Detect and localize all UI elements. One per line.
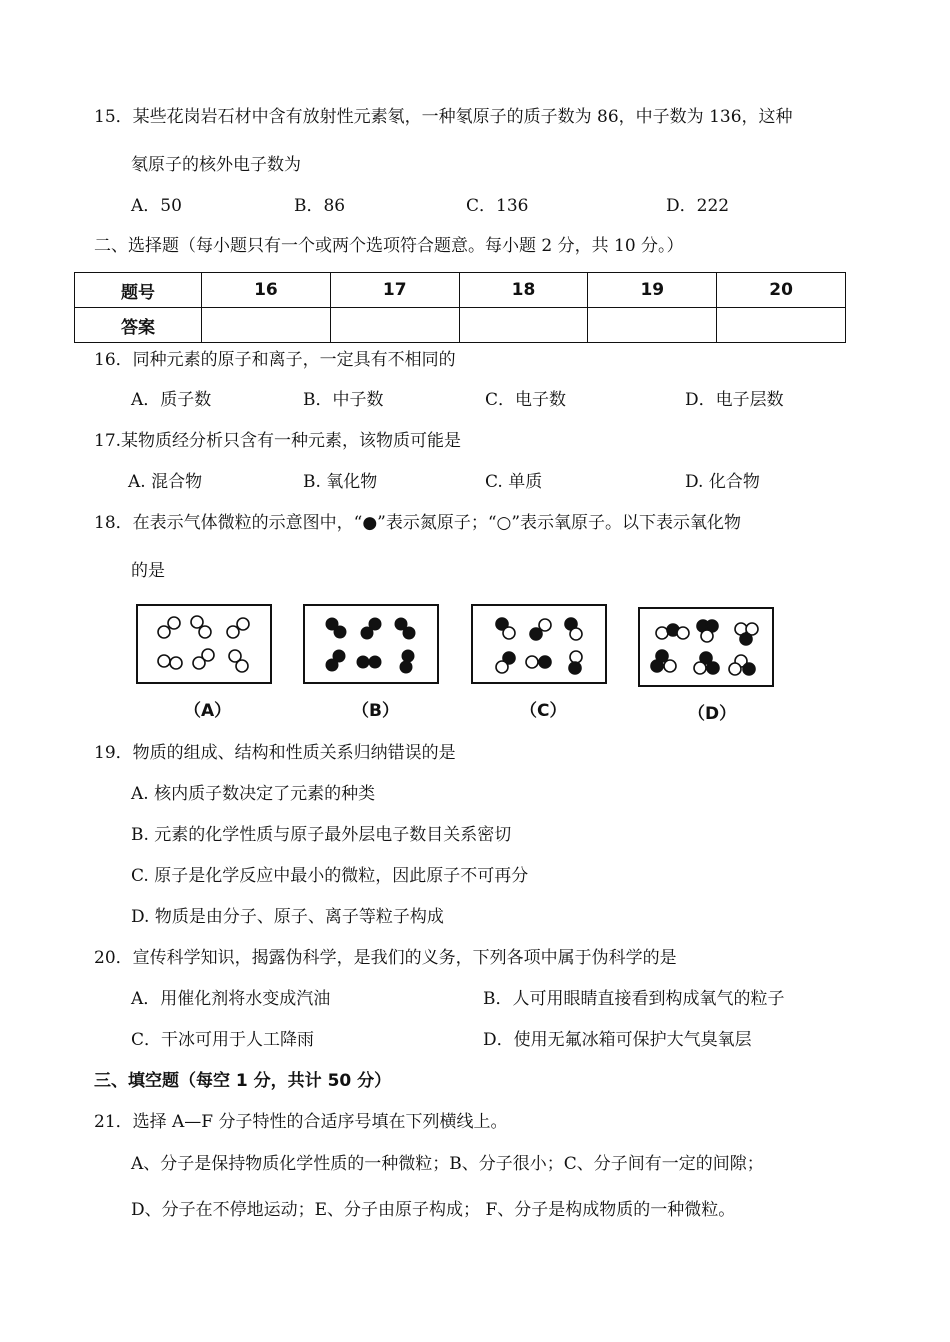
- q17-option-b: B. 氧化物: [303, 472, 378, 492]
- q16-option-b: B．中子数: [303, 390, 384, 410]
- q15-stem-line1: 15．某些花岗岩石材中含有放射性元素氡，一种氡原子的质子数为 86，中子数为 136，这种: [94, 107, 793, 127]
- answer-cell-17[interactable]: [330, 308, 459, 343]
- q20-stem: 20．宣传科学知识，揭露伪科学，是我们的义务，下列各项中属于伪科学的是: [94, 948, 677, 968]
- q15-option-d: D．222: [666, 196, 730, 216]
- q17-option-a: A. 混合物: [128, 472, 203, 492]
- question-number-20: 20: [717, 273, 846, 308]
- q17-stem: 17.某物质经分析只含有一种元素，该物质可能是: [94, 431, 462, 451]
- q20-option-a: A．用催化剂将水变成汽油: [131, 989, 331, 1009]
- q20-option-c: C．干冰可用于人工降雨: [131, 1030, 315, 1050]
- q16-option-a: A．质子数: [131, 390, 212, 410]
- figure-a-label: （A）: [184, 701, 232, 721]
- q20-option-b: B．人可用眼睛直接看到构成氧气的粒子: [483, 989, 785, 1009]
- q17-option-c: C. 单质: [485, 472, 543, 492]
- q16-option-d: D．电子层数: [685, 390, 784, 410]
- answer-table-answer-row: [75, 308, 846, 343]
- q19-option-a: A. 核内质子数决定了元素的种类: [131, 784, 376, 804]
- q15-option-c: C．136: [466, 196, 529, 216]
- answer-cell-20[interactable]: [717, 308, 846, 343]
- question-number-label: 题号: [75, 273, 202, 308]
- q15-option-a: A．50: [131, 196, 182, 216]
- question-number-17: 17: [330, 273, 459, 308]
- question-number-19: 19: [588, 273, 717, 308]
- answer-table: [74, 272, 846, 343]
- answer-table-header-row: [75, 273, 846, 308]
- q17-option-d: D. 化合物: [685, 472, 760, 492]
- figure-b-label: （B）: [352, 701, 399, 721]
- figure-d-box: [637, 606, 777, 690]
- q19-option-d: D. 物质是由分子、原子、离子等粒子构成: [131, 907, 444, 927]
- q19-option-b: B. 元素的化学性质与原子最外层电子数目关系密切: [131, 825, 512, 845]
- q19-option-c: C. 原子是化学反应中最小的微粒，因此原子不可再分: [131, 866, 529, 886]
- q16-stem: 16．同种元素的原子和离子，一定具有不相同的: [94, 350, 456, 370]
- q21-options-line2: D、分子在不停地运动；E、分子由原子构成； F、分子是构成物质的一种微粒。: [131, 1200, 736, 1220]
- figure-c-label: （C）: [520, 701, 567, 721]
- figure-c-box: [470, 603, 610, 687]
- answer-cell-16[interactable]: [202, 308, 331, 343]
- q19-stem: 19．物质的组成、结构和性质关系归纳错误的是: [94, 743, 456, 763]
- answer-cell-18[interactable]: [459, 308, 588, 343]
- section3-heading: 三、填空题（每空 1 分，共计 50 分）: [94, 1071, 392, 1091]
- section2-heading: 二、选择题（每小题只有一个或两个选项符合题意。每小题 2 分，共 10 分。）: [94, 236, 684, 256]
- question-number-18: 18: [459, 273, 588, 308]
- q18-stem-line1: 18．在表示气体微粒的示意图中，“●”表示氮原子；“○”表示氧原子。以下表示氧化物: [94, 513, 742, 533]
- question-number-16: 16: [202, 273, 331, 308]
- answer-label: 答案: [75, 308, 202, 343]
- figure-b-box: [302, 603, 442, 687]
- figure-c: [470, 603, 610, 692]
- q16-option-c: C．电子数: [485, 390, 567, 410]
- q21-options-line1: A、分子是保持物质化学性质的一种微粒；B、分子很小；C、分子间有一定的间隙；: [131, 1154, 764, 1174]
- figure-a-box: [135, 603, 275, 687]
- figure-d-label: （D）: [688, 704, 737, 724]
- answer-cell-19[interactable]: [588, 308, 717, 343]
- figure-a: [135, 603, 275, 692]
- q15-option-b: B．86: [294, 196, 346, 216]
- q21-stem: 21．选择 A—F 分子特性的合适序号填在下列横线上。: [94, 1112, 508, 1132]
- figure-b: [302, 603, 442, 692]
- figure-d: [637, 606, 777, 695]
- q15-stem-line2: 氡原子的核外电子数为: [131, 155, 301, 175]
- q20-option-d: D．使用无氟冰箱可保护大气臭氧层: [483, 1030, 752, 1050]
- q18-stem-line2: 的是: [131, 561, 165, 581]
